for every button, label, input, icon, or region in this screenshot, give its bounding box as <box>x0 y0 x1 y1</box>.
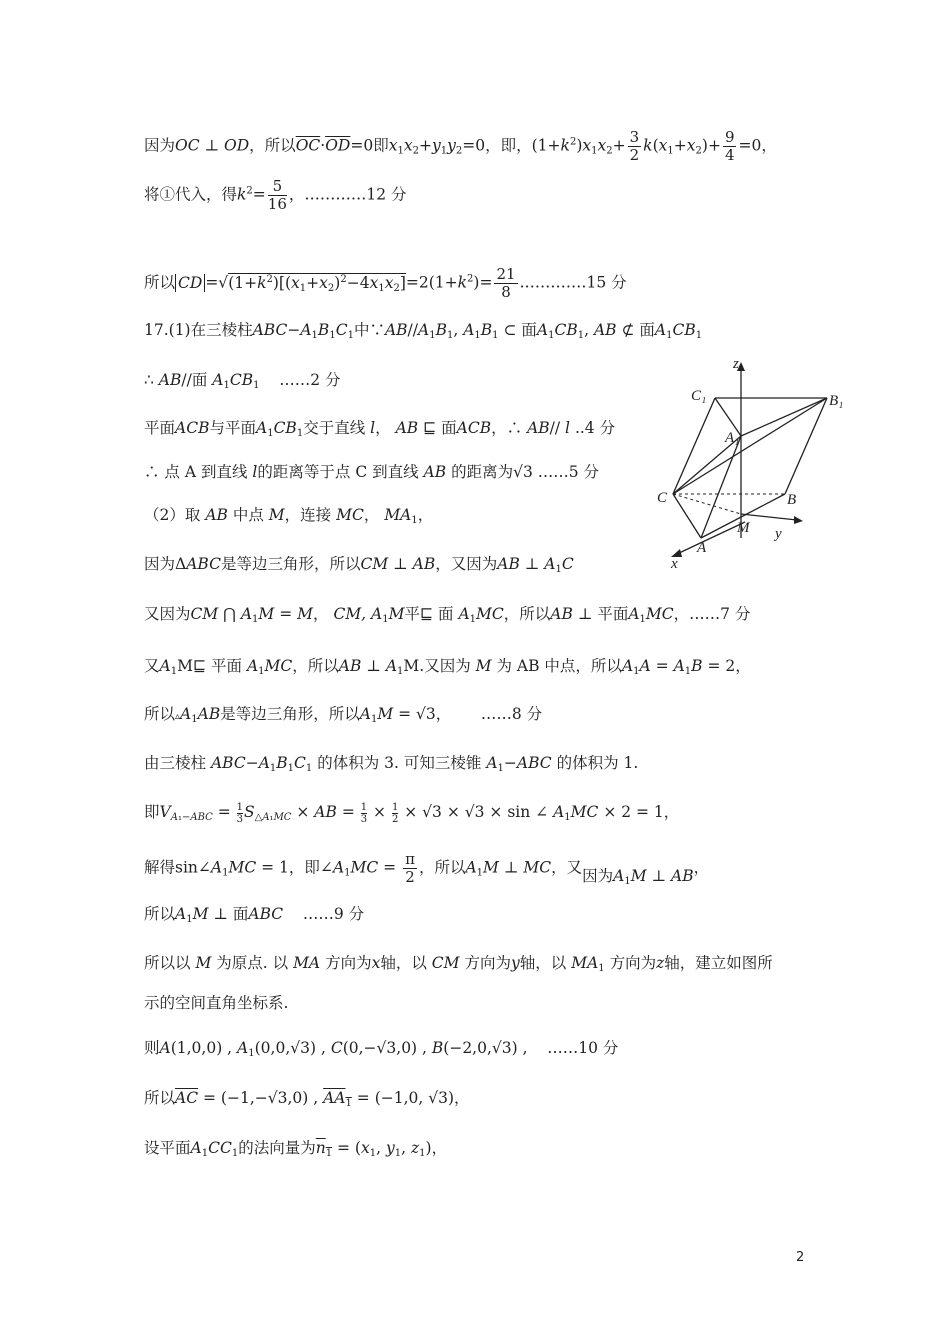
line-17: 所以以 M 为原点. 以 MA 方向为x轴，以 CM 方向为y轴，以 $MA_1$ 方向为z轴，建立如图所 <box>144 954 773 974</box>
label-C: C <box>657 490 668 506</box>
line-5: ∴ AB//面 $A_1CB_1$ ……2 分 <box>144 371 341 391</box>
label-x: x <box>671 556 678 570</box>
label-M: M <box>737 520 750 536</box>
label-A: A <box>697 540 707 556</box>
line-14: 即$V_{A_1-ABC}$ = $\frac{1}{3}$ $S_{\triangle A_1MC}$ × AB = $\frac{1}{3}$ × $\frac{1}{2}$ × √3 × √3 × sin ∠ $A_1MC \times 2 = 1$， <box>144 801 680 825</box>
line-20: 所以$\overline{AC} = (-1,-√3,0)$ , $AA_1 = (-1,0$, √3)， <box>144 1089 470 1109</box>
label-B1: B₁ <box>829 393 844 409</box>
line-10: 又因为CM ⋂ $A_1M = M$， CM, $A_1M$平⊑ 面 $A_1MC$，所以AB ⊥ 平面$A_1MC$，……7 分 <box>144 605 751 625</box>
label-y: y <box>775 526 782 542</box>
label-B: B <box>787 492 797 508</box>
edge-B1-B <box>785 398 827 494</box>
line-3: 所以 CD $=√(1+k^2)[(x_1+x_2)^2-4x_1x_2]=2(1+k^2)=$ $\frac{21}{8}$ .…………15 分 <box>144 265 627 301</box>
line-9: 因为ΔABC是等边三角形，所以CM ⊥ AB，又因为AB ⊥ $A_1C$ <box>144 555 574 575</box>
label-z: z <box>733 356 739 372</box>
line-1: 因为OC ⊥ OD，所以$\overline{OC}\cdot\overline{OD}=0$即$x_1x_2+y_1y_2=0$，即，$(1+k^2)x_1x_2+$ $\frac{3}{2}$ $k(x_1+x_2)+$ $\frac{9}{4}$ =0， <box>144 128 777 164</box>
label-C1: C₁ <box>691 388 707 404</box>
x-axis <box>677 522 745 554</box>
prism-figure <box>655 352 865 570</box>
edge-C1-C <box>673 398 715 494</box>
line-16: 所以$A_1M$ ⊥ 面ABC ……9 分 <box>144 905 365 925</box>
line-12: 所以$▵A_1AB$是等边三角形，所以$A_1M = √3$， ……8 分 <box>144 705 543 725</box>
edge-A1-A <box>701 436 741 538</box>
line-18: 示的空间直角坐标系. <box>144 994 289 1012</box>
label-A1: A₁ <box>725 430 740 446</box>
line-15: 解得$\sin\angle A_1MC = 1$，即$\angle A_1MC$ = $\frac{\pi}{2}$ ，所以$A_1M$ ⊥ MC，又因为$A_1M$ ⊥ AB， <box>144 850 710 887</box>
line-8: （2）取 AB 中点 M，连接 MC， $MA_1$， <box>144 506 434 526</box>
edge-A1-B1 <box>741 398 827 436</box>
line-4: 17.(1)在三棱柱$ABC-A_1B_1C_1$中$\because AB//A_1B_1$, $A_1B_1$ ⊂ 面$A_1CB_1$, AB ⊄ 面$A_1CB_1$ <box>144 321 703 341</box>
line-19: 则A(1,0,0) , $A_1(0,0,√3)$ , C(0,−√3,0) , B(−2,0,√3) , ……10 分 <box>144 1039 619 1059</box>
y-axis-arrow <box>794 516 803 524</box>
line-13: 由三棱柱 $ABC-A_1B_1C_1$ 的体积为 3. 可知三棱锥 $A_1-ABC$ 的体积为 1. <box>144 754 639 774</box>
line-2: 将①代入，得$k^2=$ $\frac{5}{16}$ ，…………12 分 <box>144 177 407 213</box>
line-11: 又$A_1M⊑$ 平面 $A_1MC$，所以AB ⊥ $A_1M$.又因为 M 为 AB 中点，所以$A_1A = A_1B = 2$， <box>144 657 751 677</box>
page-number: 2 <box>796 1250 805 1265</box>
line-21: 设平面$A_1CC_1$的法向量为$n_1 = (x_1$, $y_1$, $z_1$)， <box>144 1139 448 1159</box>
line-7: ∴ 点 A 到直线 l的距离等于点 C 到直线 AB 的距离为√3 ……5 分 <box>144 463 600 481</box>
edge-C-B1 <box>673 398 827 494</box>
line-6: 平面ACB与平面$A_1CB_1$交于直线 l， AB ⊑ 面ACB，∴ AB// l ..4 分 <box>144 419 616 439</box>
